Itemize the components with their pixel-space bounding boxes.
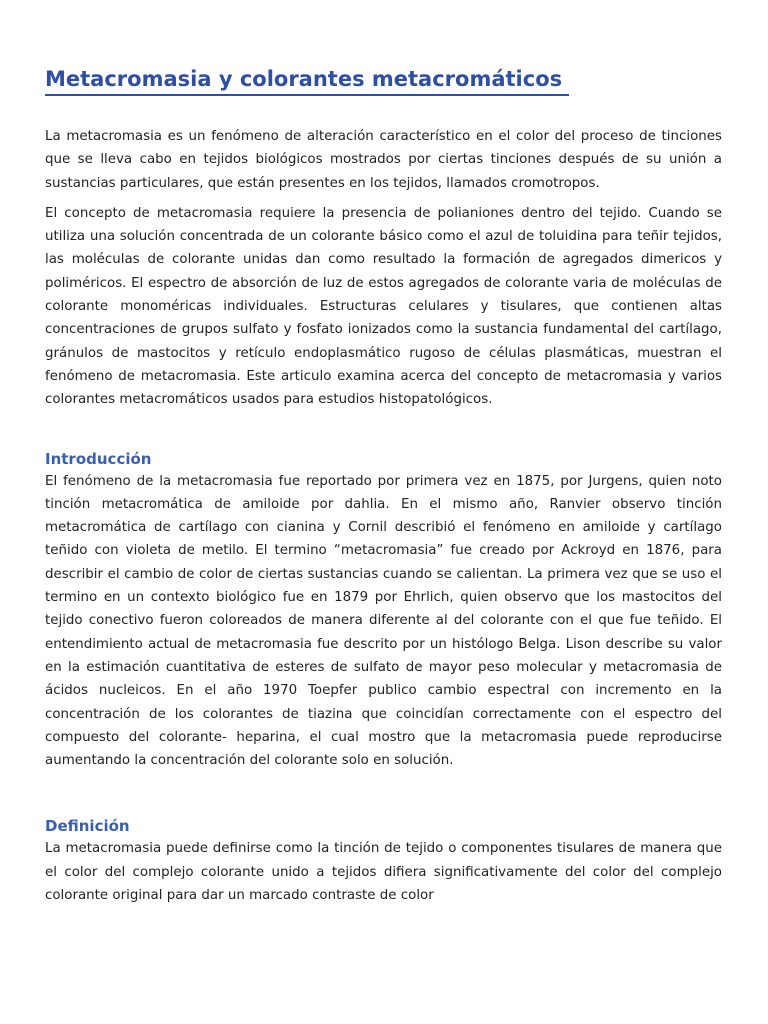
section-heading-definicion: Definición <box>45 817 130 836</box>
section-text-definicion: La metacromasia puede definirse como la tinción de tejido o componentes tisulares de manera que el color del complejo colorante unido a tejidos difiera significativamente del color del complejo colorante original para dar un marcado contraste de color <box>45 841 722 904</box>
document-page <box>45 64 722 907</box>
section-heading-introduccion: Introducción <box>45 449 152 468</box>
intro-paragraph-1: La metacromasia es un fenómeno de alteración característico en el color del proceso de tinciones que se lleva cabo en tejidos biológicos mostrados por ciertas tinciones después de su unión a sustancias particulares, que están presentes en los tejidos, llamados cromotropos. <box>45 129 722 191</box>
section-text-introduccion: El fenómeno de la metacromasia fue reportado por primera vez en 1875, por Jurgens, quien noto tinción metacromática de amiloide por dahlia. En el mismo año, Ranvier observo tinción metacromática de cartílago con cianina y Cornil describió el fenómeno en amiloide y cartílago teñido con violeta de metilo. El termino “metacromasia” fue creado por Ackroyd en 1876, para describir el cambio de color de ciertas sustancias cuando se calientan. La primera vez que se uso el termino en un contexto biológico fue en 1879 por Ehrlich, quien observo que los mastocitos del tejido conectivo fueron coloreados de manera diferente al del colorante con el que fue teñido. El entendimiento actual de metacromasia fue descrito por un histólogo Belga. Lison describe su valor en la estimación cuantitativa de esteres de sulfato de mayor peso molecular y metacromasia de ácidos nucleicos. En el año 1970 Toepfer publico cambio espectral con incremento en la concentración de los colorantes de tiazina que coincidían correctamente con el espectro del compuesto del colorante- heparina, el cual mostro que la metacromasia puede reproducirse aumentando la concentración del colorante solo en solución. <box>45 473 722 769</box>
document-title: Metacromasia y colorantes metacromáticos <box>45 64 569 96</box>
intro-paragraph-2: El concepto de metacromasia requiere la presencia de polianiones dentro del tejido. Cuando se utiliza una solución concentrada de un colorante básico como el azul de toluidina para teñir tejidos, las moléculas de colorante unidas dan como resultado la formación de agregados dimericos y poliméricos. El espectro de absorción de luz de estos agregados de colorante varia de moléculas de colorante monoméricas individuales. Estructuras celulares y tisulares, que contienen altas concentraciones de grupos sulfato y fosfato ionizados como la sustancia fundamental del cartílago, gránulos de mastocitos y retículo endoplasmático rugoso de células plasmáticas, muestran el fenómeno de metacromasia. Este articulo examina acerca del concepto de metacromasia y varios colorantes metacromáticos usados para estudios histopatológicos. <box>45 205 722 408</box>
